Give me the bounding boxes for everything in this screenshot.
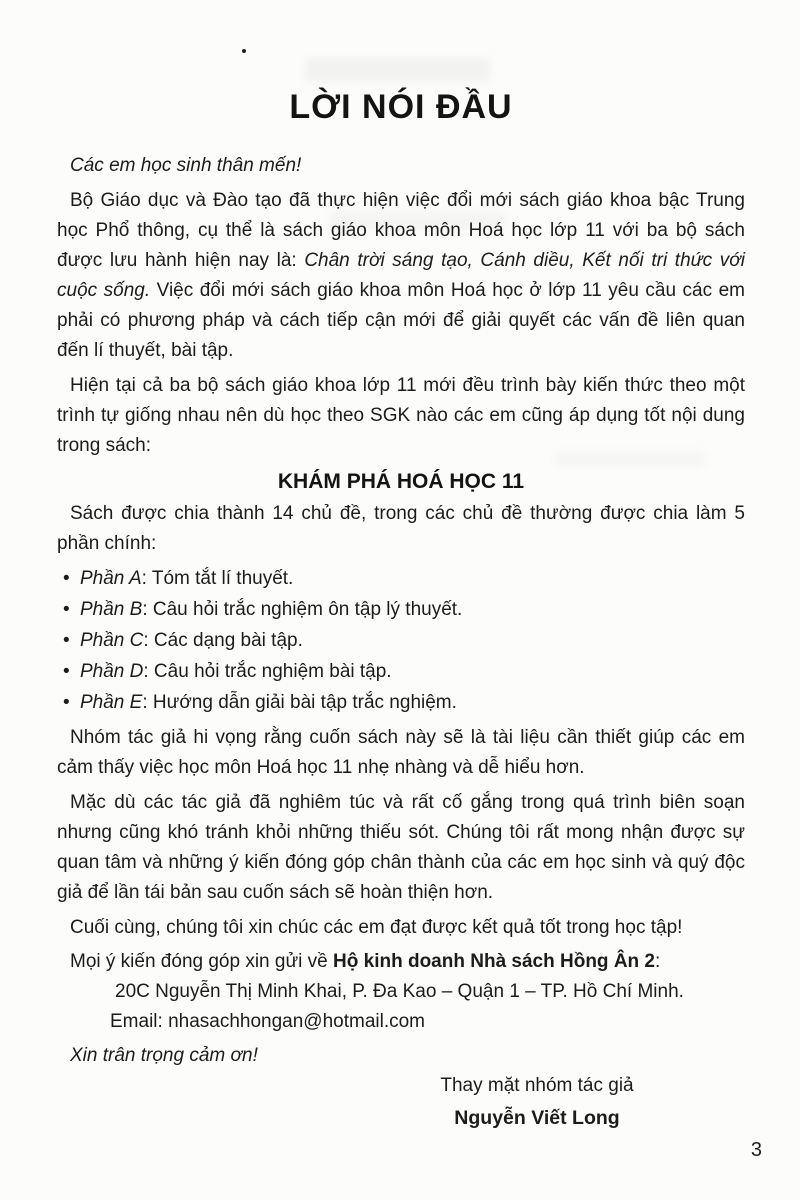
list-item-part-c	[57, 625, 745, 656]
author-name: Nguyễn Viết Long	[454, 1107, 620, 1129]
part-text: : Câu hỏi trắc nghiệm ôn tập lý thuyết.	[142, 599, 463, 620]
bleed-through-smudge	[330, 212, 505, 230]
bleed-through-smudge	[555, 452, 705, 466]
bullet-icon: •	[63, 661, 70, 682]
signoff-block	[417, 1071, 657, 1133]
paragraph-wish: Cuối cùng, chúng tôi xin chúc các em đạt được kết quả tốt trong học tập!	[70, 917, 683, 938]
contact-suffix: :	[655, 951, 661, 972]
page-number: 3	[750, 1139, 762, 1161]
paragraph-text: Bộ Giáo dục và Đào tạo đã thực hiện việc đổi mới sách giáo khoa bậc Trung học Phổ thông, cụ thể là sách giáo khoa môn Hoá học lớp 11 với ba bộ sách được lưu hành hiện nay là:	[57, 190, 745, 271]
paragraph-text: Việc đổi mới sách giáo khoa môn Hoá học ở lớp 11 yêu cầu các em phải có phương pháp và cách tiếp cận mới để giải quyết các vấn đề liên quan đến lí thuyết, bài tập.	[57, 280, 745, 361]
publisher-email: Email: nhasachhongan@hotmail.com	[110, 1011, 426, 1032]
bleed-through-smudge	[305, 58, 490, 82]
salutation: Các em học sinh thân mến!	[70, 155, 302, 176]
paragraph-structure: Sách được chia thành 14 chủ đề, trong các chủ đề thường được chia làm 5 phần chính:	[57, 503, 745, 554]
contact-prefix: Mọi ý kiến đóng góp xin gửi về	[70, 951, 334, 972]
ink-speck	[242, 49, 246, 53]
signoff-role: Thay mặt nhóm tác giả	[440, 1075, 634, 1096]
page-content	[0, 88, 800, 1133]
part-label: Phần B	[80, 599, 143, 620]
bullet-icon: •	[63, 599, 70, 620]
page-title: LỜI NÓI ĐẦU	[289, 88, 513, 126]
paragraph-apology: Mặc dù các tác giả đã nghiêm túc và rất cố gắng trong quá trình biên soạn nhưng cũng khó tránh khỏi những thiếu sót. Chúng tôi rất mong nhận được sự quan tâm và những ý kiến đóng góp chân thành của các em học sinh và quý độc giả để lần tái bản sau cuốn sách sẽ hoàn thiện hơn.	[57, 792, 745, 903]
paragraph-books: Hiện tại cả ba bộ sách giáo khoa lớp 11 mới đều trình bày kiến thức theo một trình tự giống nhau nên dù học theo SGK nào các em cũng áp dụng tốt nội dung trong sách:	[57, 375, 745, 456]
list-item-part-b	[57, 594, 745, 625]
part-label: Phần E	[80, 692, 143, 713]
contact-line	[57, 947, 745, 977]
part-text: : Tóm tắt lí thuyết.	[141, 568, 294, 589]
part-label: Phần A	[80, 568, 142, 589]
part-label: Phần D	[80, 661, 144, 682]
part-text: : Hướng dẫn giải bài tập trắc nghiệm.	[142, 692, 457, 713]
part-text: : Các dạng bài tập.	[143, 630, 303, 651]
list-item-part-d	[57, 656, 745, 687]
publisher-name: Hộ kinh doanh Nhà sách Hồng Ân 2	[333, 951, 655, 972]
bullet-icon: •	[63, 568, 70, 589]
list-item-part-e	[57, 687, 745, 718]
book-name-heading: KHÁM PHÁ HOÁ HỌC 11	[277, 470, 525, 493]
part-label: Phần C	[80, 630, 144, 651]
book-titles-italic: Chân trời sáng tạo, Cánh diều, Kết nối tri thức với cuộc sống.	[57, 250, 745, 301]
bullet-icon: •	[63, 692, 70, 713]
closing-thanks: Xin trân trọng cảm ơn!	[70, 1045, 258, 1066]
parts-list	[57, 563, 745, 718]
part-text: : Câu hỏi trắc nghiệm bài tập.	[143, 661, 392, 682]
publisher-address: 20C Nguyễn Thị Minh Khai, P. Đa Kao – Quận 1 – TP. Hồ Chí Minh.	[115, 981, 684, 1002]
list-item-part-a	[57, 563, 745, 594]
bullet-icon: •	[63, 630, 70, 651]
paragraph-hope: Nhóm tác giả hi vọng rằng cuốn sách này sẽ là tài liệu cần thiết giúp các em cảm thấy việc học môn Hoá học 11 nhẹ nhàng và dễ hiểu hơn.	[57, 727, 745, 778]
